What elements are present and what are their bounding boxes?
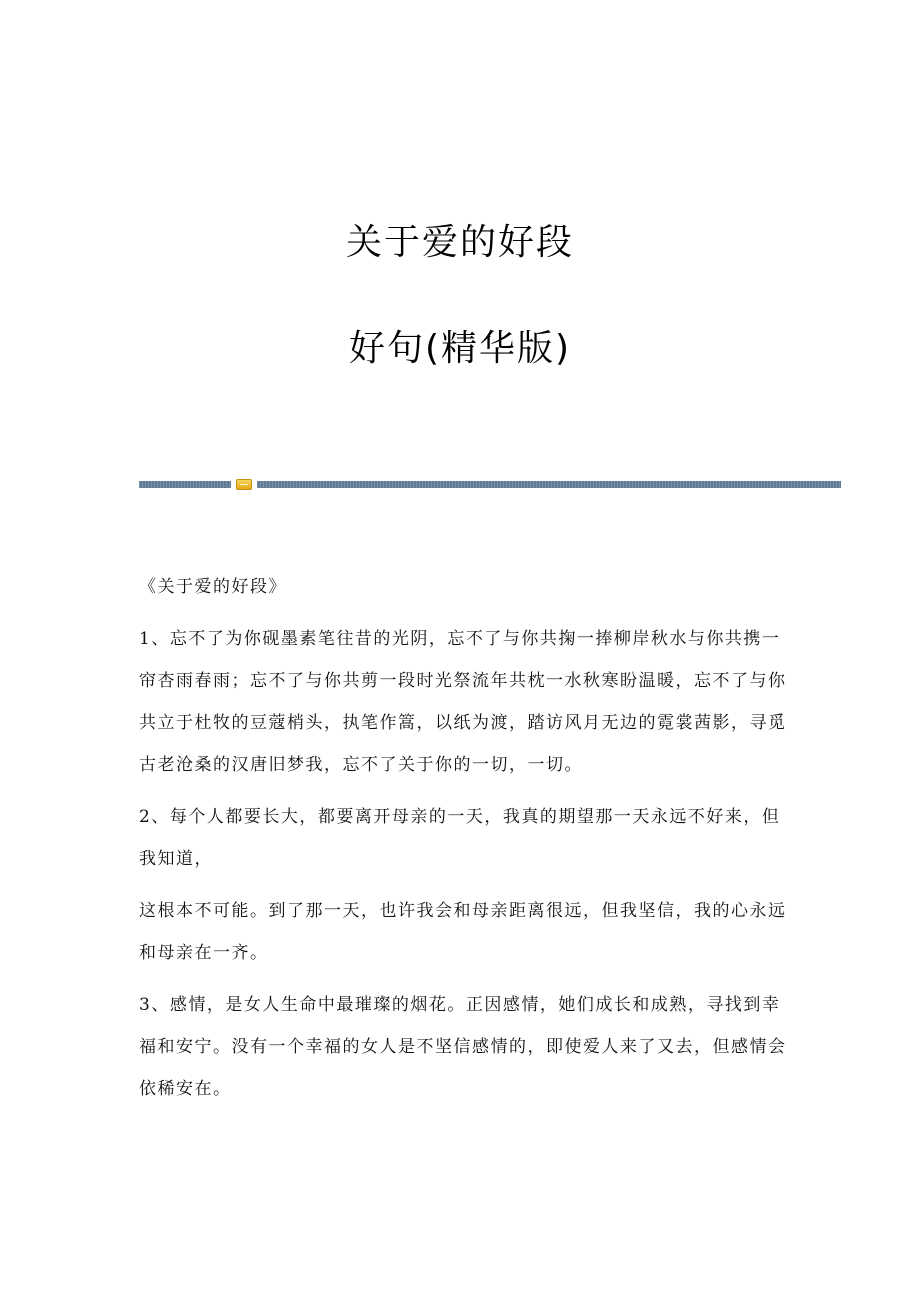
paragraph-3: 这根本不可能。到了那一天，也许我会和母亲距离很远，但我坚信，我的心永远和母亲在一齐。 (139, 901, 787, 963)
title-divider (139, 479, 841, 490)
paragraph-1: 1、忘不了为你砚墨素笔往昔的光阴，忘不了与你共掬一捧柳岸秋水与你共携一帘杏雨春雨；忘不了与你共剪一段时光祭流年共枕一水秋寒盼温暖，忘不了与你共立于杜牧的豆蔻梢头，执笔作篙，以纸为渡，踏访风月无边的霓裳茜影，寻觅古老沧桑的汉唐旧梦我，忘不了关于你的一切，一切。 (139, 629, 787, 775)
section-heading: 《关于爱的好段》 (139, 577, 287, 597)
paragraph-2: 2、每个人都要长大，都要离开母亲的一天，我真的期望那一天永远不好来，但我知道， (139, 807, 781, 869)
divider-bar-right (257, 481, 841, 488)
document-title: 关于爱的好段 (345, 222, 574, 263)
divider-bar-left (139, 481, 231, 488)
document-title-subline: 好句(精华版) (348, 328, 572, 369)
ornament-icon (236, 479, 252, 490)
document-body (139, 566, 789, 1120)
paragraph-4: 3、感情，是女人生命中最璀璨的烟花。正因感情，她们成长和成熟，寻找到幸福和安宁。没有一个幸福的女人是不坚信感情的，即使爱人来了又去，但感情会依稀安在。 (139, 995, 787, 1099)
